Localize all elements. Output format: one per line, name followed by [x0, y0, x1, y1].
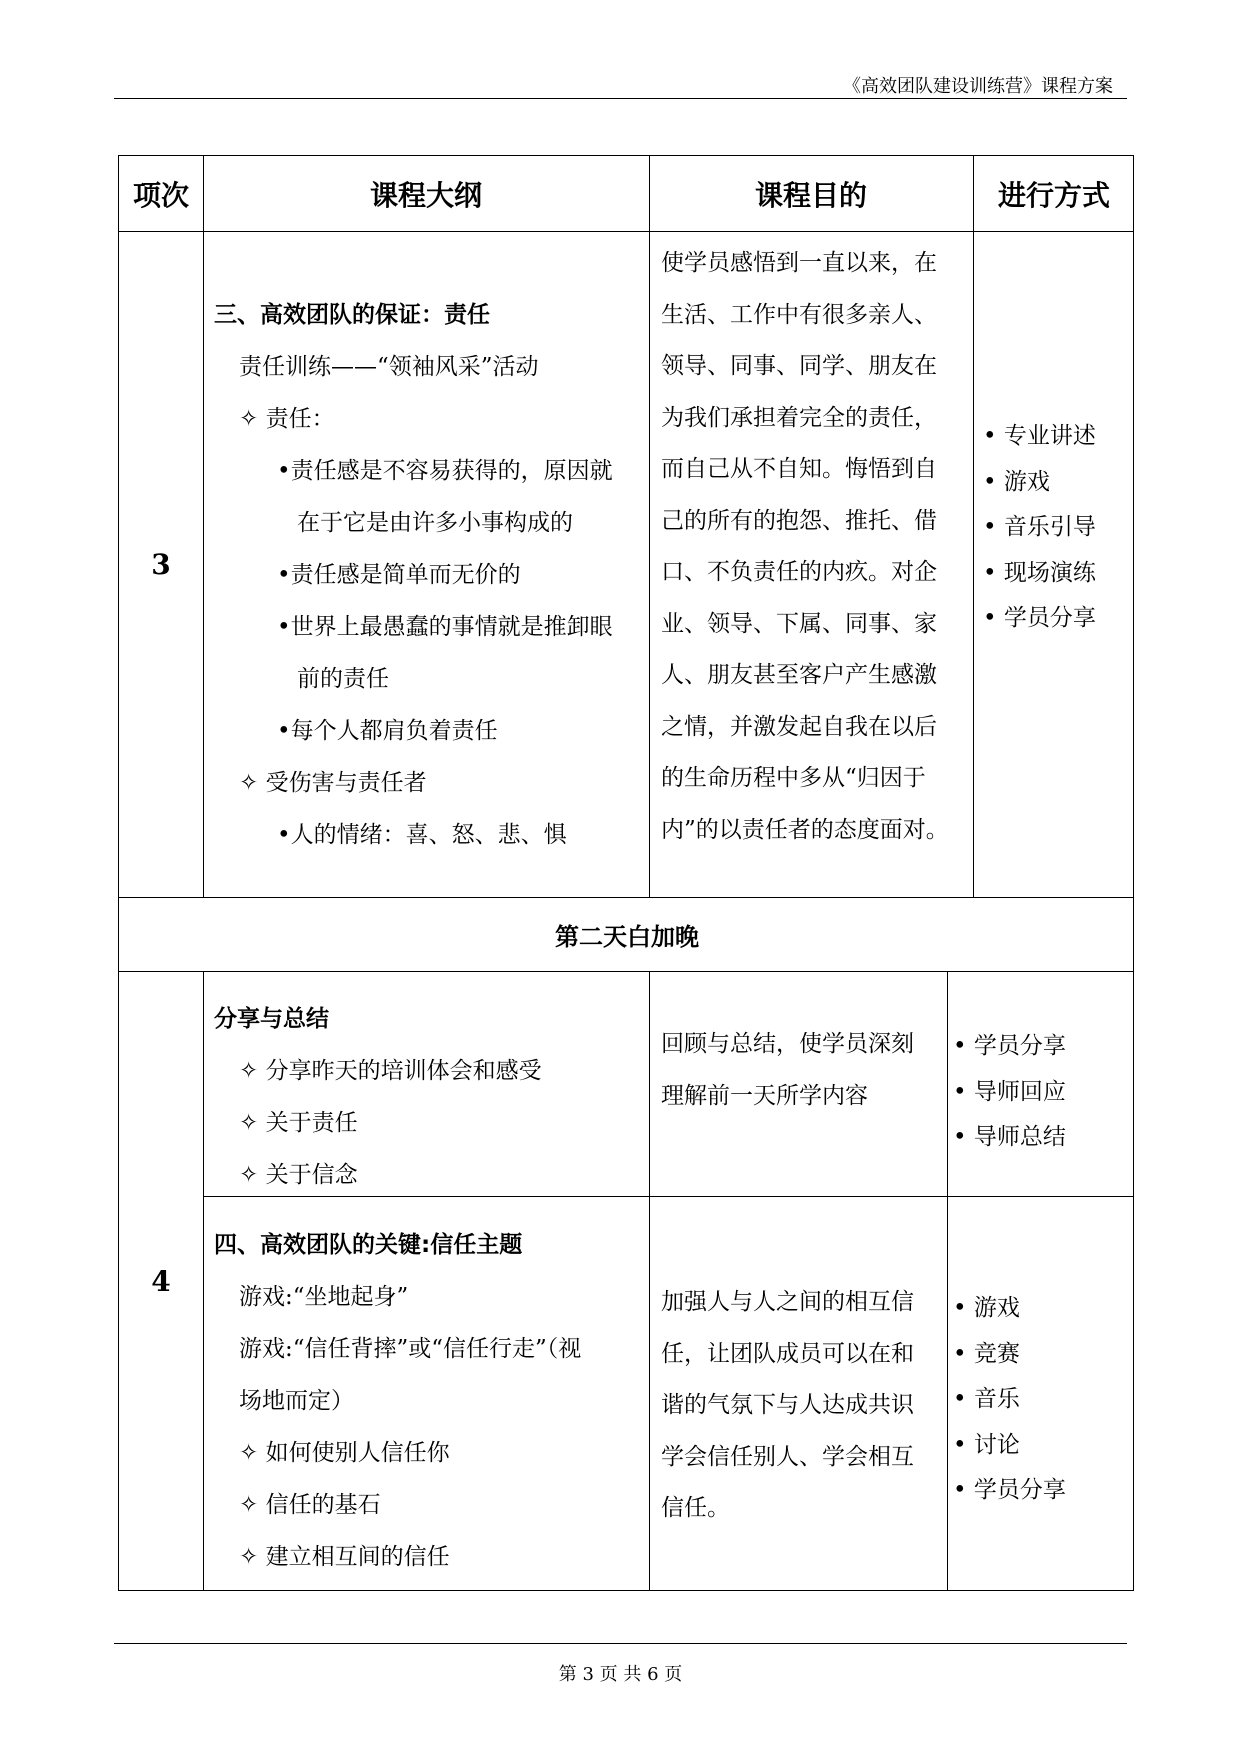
method-item: • 学员分享 — [953, 1033, 1066, 1059]
purpose-line: 任，让团队成员可以在和 — [661, 1340, 914, 1367]
method-item: • 音乐 — [953, 1386, 1020, 1412]
outline-bullet-item: •责任感是不容易获得的，原因就 — [277, 458, 613, 484]
outline-diamond-item: ✧ 建立相互间的信任 — [239, 1544, 450, 1570]
header-outline: 课程大纲 — [369, 178, 482, 212]
row4-sub1-outline — [203, 993, 649, 1201]
purpose-line: 的生命历程中多从“归因于 — [661, 765, 926, 791]
method-item: • 学员分享 — [953, 1477, 1066, 1503]
outline-bullet-item: •每个人都肩负着责任 — [277, 718, 498, 744]
outline-line: 在于它是由许多小事构成的 — [297, 510, 573, 536]
row4-sub2-methods — [947, 1286, 1135, 1514]
outline-line: 游戏:“信任背摔”或“信任行走”（视 — [239, 1336, 582, 1362]
outline-section-title: 四、高效团队的关键:信任主题 — [214, 1232, 523, 1258]
header-row-divider — [119, 231, 1133, 232]
method-item: • 游戏 — [983, 468, 1050, 495]
purpose-line: 业、领导、下属、同事、家 — [661, 610, 937, 637]
method-item: • 游戏 — [953, 1295, 1020, 1321]
purpose-line: 回顾与总结，使学员深刻 — [661, 1031, 914, 1057]
header-purpose: 课程目的 — [754, 178, 867, 212]
header-item-no: 项次 — [132, 178, 189, 212]
purpose-line: 使学员感悟到一直以来，在 — [661, 250, 937, 276]
method-item: • 学员分享 — [983, 605, 1096, 631]
purpose-line: 生活、工作中有很多亲人、 — [661, 301, 937, 328]
outline-section-title: 分享与总结 — [214, 1006, 329, 1032]
day-section-header: 第二天白加晚 — [555, 922, 699, 951]
purpose-line: 理解前一天所学内容 — [661, 1082, 868, 1109]
page-header: 《高效团队建设训练营》课程方案 — [843, 76, 1113, 97]
purpose-line: 加强人与人之间的相互信 — [661, 1289, 914, 1315]
outline-bullet-item: •人的情绪：喜、怒、悲、惧 — [277, 822, 567, 848]
row3-number: 3 — [151, 547, 171, 581]
header-method: 进行方式 — [997, 178, 1110, 212]
method-item: • 专业讲述 — [983, 423, 1096, 449]
row4-sub1-methods — [947, 1024, 1135, 1161]
purpose-line: 之情，并激发起自我在以后 — [661, 713, 937, 740]
method-item: • 导师总结 — [953, 1124, 1066, 1150]
purpose-line: 内”的以责任者的态度面对。 — [661, 816, 949, 843]
outline-bullet-item: •世界上最愚蠢的事情就是推卸眼 — [277, 614, 613, 640]
outline-bullet-item: •责任感是简单而无价的 — [277, 562, 521, 588]
outline-diamond-item: ✧ 受伤害与责任者 — [239, 770, 427, 796]
row3-purpose — [649, 238, 973, 856]
purpose-line: 信任。 — [661, 1495, 730, 1521]
row3-methods — [973, 414, 1135, 642]
page-footer: 第 3 页 共 6 页 — [558, 1664, 683, 1685]
purpose-line: 学会信任别人、学会相互 — [661, 1443, 914, 1470]
outline-diamond-item: ✧ 责任： — [239, 406, 335, 432]
outline-section-title: 三、高效团队的保证：责任 — [214, 302, 490, 328]
method-item: • 音乐引导 — [983, 514, 1096, 540]
method-item: • 讨论 — [953, 1431, 1020, 1458]
purpose-line: 领导、同事、同学、朋友在 — [661, 353, 937, 379]
row3-outline — [203, 289, 649, 861]
row4-number: 4 — [151, 1265, 171, 1298]
course-table — [118, 155, 1134, 1591]
row4-sub1-purpose — [649, 1019, 947, 1122]
purpose-line: 而自己从不自知。悔悟到自 — [661, 456, 937, 482]
purpose-line: 人、朋友甚至客户产生感激 — [661, 662, 937, 688]
purpose-line: 谐的气氛下与人达成共识 — [661, 1392, 914, 1418]
outline-diamond-item: ✧ 如何使别人信任你 — [239, 1440, 450, 1466]
method-item: • 导师回应 — [953, 1078, 1066, 1105]
outline-line: 游戏:“坐地起身” — [239, 1284, 409, 1310]
method-item: • 现场演练 — [983, 559, 1096, 586]
outline-line: 前的责任 — [297, 666, 389, 692]
header-divider — [114, 98, 1127, 99]
footer-divider — [114, 1643, 1127, 1644]
day-header-divider — [119, 971, 1133, 972]
method-item: • 竞赛 — [953, 1340, 1020, 1367]
outline-line: 责任训练——“领袖风采”活动 — [239, 354, 539, 380]
outline-diamond-item: ✧ 分享昨天的培训体会和感受 — [239, 1058, 542, 1084]
outline-line: 场地而定） — [239, 1388, 354, 1414]
row4-sub2-outline — [203, 1219, 649, 1583]
outline-diamond-item: ✧ 信任的基石 — [239, 1492, 381, 1518]
outline-diamond-item: ✧ 关于责任 — [239, 1110, 358, 1136]
row4-sub2-purpose — [649, 1277, 947, 1535]
purpose-line: 为我们承担着完全的责任， — [661, 404, 937, 431]
purpose-line: 己的所有的抱怨、推托、借 — [661, 507, 937, 534]
outline-diamond-item: ✧ 关于信念 — [239, 1162, 358, 1188]
purpose-line: 口、不负责任的内疚。对企 — [661, 559, 937, 585]
